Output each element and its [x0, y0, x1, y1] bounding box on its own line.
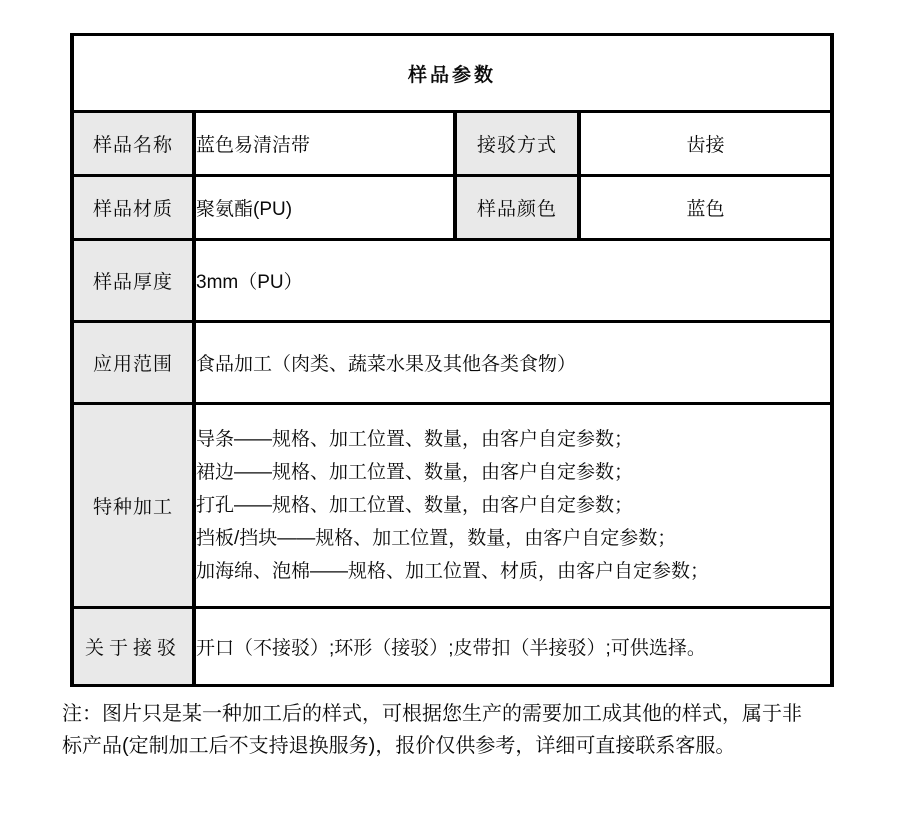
row-thickness: [72, 240, 832, 322]
value-sample-name: 蓝色易清洁带: [194, 112, 455, 176]
special-processing-line: 加海绵、泡棉——规格、加工位置、材质，由客户自定参数；: [196, 561, 710, 582]
special-processing-line: 导条——规格、加工位置、数量，由客户自定参数；: [196, 429, 634, 450]
label-sample-name: 样品名称: [72, 112, 194, 176]
label-application-range: 应用范围: [72, 322, 194, 404]
special-processing-line: 裙边——规格、加工位置、数量，由客户自定参数；: [196, 462, 634, 483]
value-sample-material: 聚氨酯(PU): [194, 176, 455, 240]
row-material-color: [72, 176, 832, 240]
row-name-joint: [72, 112, 832, 176]
special-processing-line: 挡板/挡块——规格、加工位置，数量，由客户自定参数；: [196, 528, 677, 549]
special-processing-line: 打孔——规格、加工位置、数量，由客户自定参数；: [196, 495, 634, 516]
label-joint-method: 接驳方式: [455, 112, 579, 176]
label-sample-material: 样品材质: [72, 176, 194, 240]
title-row: [72, 35, 832, 112]
value-sample-thickness: 3mm（PU）: [194, 240, 832, 322]
value-joint-method: 齿接: [579, 112, 832, 176]
label-sample-thickness: 样品厚度: [72, 240, 194, 322]
label-special-processing: 特种加工: [72, 404, 194, 608]
row-special-processing: [72, 404, 832, 608]
spec-table: [70, 33, 834, 687]
footnote-line: 注：图片只是某一种加工后的样式，可根据您生产的需要加工成其他的样式，属于非: [62, 703, 802, 725]
row-application: [72, 322, 832, 404]
value-special-processing: [194, 404, 832, 608]
value-sample-color: 蓝色: [579, 176, 832, 240]
row-about-joint: [72, 608, 832, 686]
value-about-joint: 开口（不接驳）;环形（接驳）;皮带扣（半接驳）;可供选择。: [194, 608, 832, 686]
value-application-range: 食品加工（肉类、蔬菜水果及其他各类食物）: [194, 322, 832, 404]
footnote-line: 标产品(定制加工后不支持退换服务)，报价仅供参考，详细可直接联系客服。: [62, 735, 736, 757]
label-sample-color: 样品颜色: [455, 176, 579, 240]
footnote: [62, 698, 862, 762]
sheet-title: 样品参数: [72, 35, 832, 112]
label-about-joint: 关于接驳: [72, 608, 194, 686]
